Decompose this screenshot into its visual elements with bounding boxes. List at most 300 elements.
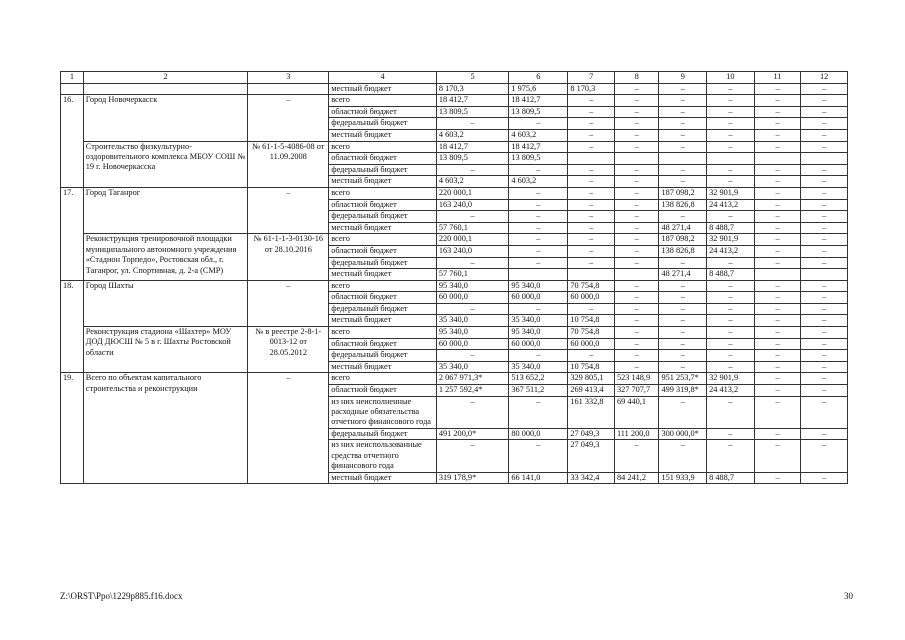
value-cell: – (436, 211, 508, 223)
value-cell (568, 269, 615, 281)
value-cell: – (754, 211, 801, 223)
value-cell: – (659, 164, 707, 176)
value-cell: – (614, 176, 659, 188)
value-cell: – (659, 361, 707, 373)
value-cell: – (754, 234, 801, 246)
value-cell: – (754, 292, 801, 304)
value-cell: – (614, 327, 659, 339)
header-cell: 7 (568, 72, 615, 84)
value-cell: 60 000,0 (436, 338, 508, 350)
value-cell: – (659, 396, 707, 428)
header-cell: 2 (83, 72, 248, 84)
value-cell: – (801, 303, 848, 315)
value-cell: 220 000,1 (436, 234, 508, 246)
value-cell: – (707, 95, 755, 107)
value-cell: – (754, 327, 801, 339)
value-cell: 163 240,0 (436, 245, 508, 257)
value-cell: – (436, 164, 508, 176)
value-cell: – (754, 350, 801, 362)
value-cell: – (614, 95, 659, 107)
city-name-cell: Город Таганрог (83, 187, 248, 233)
value-cell: – (801, 373, 848, 385)
value-cell: 95 340,0 (509, 280, 568, 292)
value-cell (614, 153, 659, 165)
value-cell: – (614, 187, 659, 199)
value-cell: 60 000,0 (436, 292, 508, 304)
value-cell: – (801, 428, 848, 440)
value-cell: 4 603,2 (436, 129, 508, 141)
value-cell: – (509, 350, 568, 362)
value-cell: – (568, 141, 615, 153)
value-cell: – (614, 141, 659, 153)
value-cell: 84 241,2 (614, 472, 659, 484)
value-cell: – (614, 440, 659, 472)
table-row (61, 83, 848, 95)
value-cell: – (707, 129, 755, 141)
value-cell: – (509, 164, 568, 176)
value-cell: – (509, 245, 568, 257)
header-cell: 11 (754, 72, 801, 84)
value-cell: – (801, 106, 848, 118)
value-cell: – (659, 292, 707, 304)
value-cell: 95 340,0 (509, 327, 568, 339)
budget-type-cell: местный бюджет (329, 222, 437, 234)
header-cell: 9 (659, 72, 707, 84)
value-cell: 300 000,0* (659, 428, 707, 440)
project-code-cell: № в реестре 2-8-1-0013-12 от 28.05.2012 (248, 327, 329, 373)
value-cell: – (614, 222, 659, 234)
value-cell: – (509, 222, 568, 234)
value-cell: 1 975,6 (509, 83, 568, 95)
value-cell: – (707, 338, 755, 350)
project-name-cell: Строительство физкультурно-оздоровительного комплекса МБОУ СОШ № 19 г. Новочеркасска (83, 141, 248, 187)
value-cell: – (754, 472, 801, 484)
value-cell: – (754, 118, 801, 130)
value-cell: 13 809,5 (509, 106, 568, 118)
footer-file-path: Z:\ORST\Ppo\1229p885.f16.docx (60, 591, 183, 601)
value-cell (509, 269, 568, 281)
value-cell: 2 067 971,3* (436, 373, 508, 385)
value-cell: 8 488,7 (707, 472, 755, 484)
value-cell: – (707, 83, 755, 95)
project-name-cell: Реконструкция стадиона «Шахтер» МОУ ДОД ДЮСШ № 5 в г. Шахты Ростовской области (83, 327, 248, 373)
value-cell: – (801, 187, 848, 199)
value-cell: – (707, 396, 755, 428)
row-number-cell: 19. (61, 373, 84, 484)
budget-type-cell: областной бюджет (329, 245, 437, 257)
value-cell: 327 707,7 (614, 385, 659, 397)
row-number-cell: 18. (61, 280, 84, 373)
value-cell: – (754, 176, 801, 188)
value-cell: – (801, 164, 848, 176)
value-cell: – (568, 164, 615, 176)
budget-type-cell: всего (329, 187, 437, 199)
value-cell: – (754, 440, 801, 472)
value-cell: 523 148,9 (614, 373, 659, 385)
value-cell: 367 511,2 (509, 385, 568, 397)
value-cell: 151 933,9 (659, 472, 707, 484)
value-cell: 24 413,2 (707, 245, 755, 257)
value-cell: 163 240,0 (436, 199, 508, 211)
value-cell: – (707, 280, 755, 292)
value-cell: – (436, 118, 508, 130)
value-cell: 57 760,1 (436, 222, 508, 234)
budget-type-cell: местный бюджет (329, 269, 437, 281)
header-cell: 8 (614, 72, 659, 84)
value-cell: 951 253,7* (659, 373, 707, 385)
value-cell: – (707, 303, 755, 315)
budget-type-cell: всего (329, 280, 437, 292)
value-cell: – (659, 315, 707, 327)
value-cell: – (801, 129, 848, 141)
value-cell (614, 269, 659, 281)
value-cell: – (801, 396, 848, 428)
value-cell: – (754, 385, 801, 397)
value-cell: – (707, 361, 755, 373)
value-cell: 10 754,8 (568, 361, 615, 373)
value-cell (707, 153, 755, 165)
budget-type-cell: всего (329, 141, 437, 153)
value-cell: – (436, 257, 508, 269)
city-name-cell: Город Новочеркасск (83, 95, 248, 141)
value-cell: – (436, 350, 508, 362)
value-cell: – (707, 327, 755, 339)
value-cell: 8 170,3 (568, 83, 615, 95)
value-cell: – (801, 292, 848, 304)
header-cell: 1 (61, 72, 84, 84)
value-cell: – (614, 292, 659, 304)
value-cell: – (568, 176, 615, 188)
budget-type-cell: областной бюджет (329, 199, 437, 211)
value-cell: 35 340,0 (436, 361, 508, 373)
value-cell: 138 826,8 (659, 245, 707, 257)
value-cell: 187 098,2 (659, 187, 707, 199)
budget-type-cell: федеральный бюджет (329, 350, 437, 362)
value-cell: – (754, 141, 801, 153)
value-cell: – (568, 211, 615, 223)
code-cell: – (248, 187, 329, 233)
value-cell: – (707, 211, 755, 223)
value-cell: – (754, 129, 801, 141)
value-cell: – (801, 222, 848, 234)
value-cell: 4 603,2 (509, 176, 568, 188)
budget-table-body (61, 72, 848, 484)
value-cell: – (568, 303, 615, 315)
value-cell: – (568, 118, 615, 130)
value-cell: – (659, 141, 707, 153)
value-cell: – (568, 222, 615, 234)
value-cell: – (801, 211, 848, 223)
table-row (61, 95, 848, 107)
budget-type-cell: местный бюджет (329, 176, 437, 188)
value-cell (568, 153, 615, 165)
value-cell: 8 170,3 (436, 83, 508, 95)
value-cell: – (801, 257, 848, 269)
value-cell: – (568, 129, 615, 141)
value-cell: – (509, 396, 568, 428)
value-cell: – (614, 199, 659, 211)
budget-type-cell: областной бюджет (329, 338, 437, 350)
header-cell: 10 (707, 72, 755, 84)
value-cell: 13 809,5 (509, 153, 568, 165)
value-cell: – (801, 327, 848, 339)
header-cell: 4 (329, 72, 437, 84)
value-cell: – (801, 245, 848, 257)
value-cell: – (614, 118, 659, 130)
table-row (61, 234, 848, 246)
budget-type-cell: всего (329, 95, 437, 107)
value-cell: – (754, 164, 801, 176)
value-cell: – (754, 83, 801, 95)
value-cell: 499 319,8* (659, 385, 707, 397)
value-cell: 95 340,0 (436, 327, 508, 339)
value-cell: 69 440,1 (614, 396, 659, 428)
city-name-cell: Город Шахты (83, 280, 248, 326)
project-code-cell: № 61-1-5-4086-08 от 11.09.2008 (248, 141, 329, 187)
value-cell: – (659, 303, 707, 315)
value-cell: – (614, 280, 659, 292)
value-cell: 70 754,8 (568, 327, 615, 339)
value-cell: – (568, 257, 615, 269)
value-cell: – (801, 385, 848, 397)
budget-table (60, 71, 848, 484)
code-cell: – (248, 280, 329, 326)
value-cell: 329 805,1 (568, 373, 615, 385)
value-cell: – (659, 95, 707, 107)
value-cell: 319 178,9* (436, 472, 508, 484)
value-cell: 8 488,7 (707, 269, 755, 281)
value-cell: – (509, 187, 568, 199)
value-cell: – (659, 129, 707, 141)
value-cell: – (707, 141, 755, 153)
value-cell: – (509, 118, 568, 130)
value-cell: 18 412,7 (509, 141, 568, 153)
empty-cell (83, 83, 248, 95)
value-cell: – (754, 95, 801, 107)
project-name-cell: Реконструкция тренировочной площадки муниципального автономного учреждения «Стадион Торпедо», Ростовская обл., г. Таганрог, ул. Спортивная, д. 2-а (СМР) (83, 234, 248, 280)
value-cell: 138 826,8 (659, 199, 707, 211)
value-cell: – (614, 164, 659, 176)
value-cell: – (801, 95, 848, 107)
value-cell: 48 271,4 (659, 222, 707, 234)
value-cell: – (568, 234, 615, 246)
total-name-cell: Всего по объектам капитального строительства и реконструкции (83, 373, 248, 484)
value-cell: – (754, 428, 801, 440)
value-cell: 111 200,0 (614, 428, 659, 440)
value-cell: 57 760,1 (436, 269, 508, 281)
value-cell: 35 340,0 (509, 315, 568, 327)
budget-type-cell: областной бюджет (329, 385, 437, 397)
value-cell: 27 049,3 (568, 428, 615, 440)
value-cell: 66 141,0 (509, 472, 568, 484)
row-number-cell: 17. (61, 187, 84, 280)
value-cell: 513 652,2 (509, 373, 568, 385)
value-cell: – (801, 118, 848, 130)
value-cell: 32 901,9 (707, 373, 755, 385)
value-cell: – (801, 361, 848, 373)
value-cell: 60 000,0 (568, 338, 615, 350)
value-cell: – (659, 211, 707, 223)
value-cell: – (754, 106, 801, 118)
header-row (61, 72, 848, 84)
value-cell (754, 153, 801, 165)
value-cell: 32 901,9 (707, 234, 755, 246)
value-cell: – (568, 95, 615, 107)
value-cell: – (509, 211, 568, 223)
value-cell: – (659, 350, 707, 362)
value-cell: – (801, 440, 848, 472)
code-cell: – (248, 373, 329, 484)
value-cell: – (707, 292, 755, 304)
value-cell: – (509, 303, 568, 315)
value-cell: – (801, 338, 848, 350)
value-cell: 18 412,7 (509, 95, 568, 107)
value-cell: – (568, 350, 615, 362)
value-cell: 1 257 592,4* (436, 385, 508, 397)
value-cell: – (614, 350, 659, 362)
value-cell: – (707, 164, 755, 176)
footer-page-number: 30 (844, 591, 853, 601)
value-cell: – (614, 211, 659, 223)
value-cell (801, 269, 848, 281)
value-cell: – (754, 303, 801, 315)
value-cell: – (754, 245, 801, 257)
value-cell: 27 049,3 (568, 440, 615, 472)
value-cell: – (801, 280, 848, 292)
value-cell (801, 153, 848, 165)
value-cell: – (509, 234, 568, 246)
value-cell: – (754, 222, 801, 234)
value-cell: – (754, 338, 801, 350)
value-cell: 18 412,7 (436, 141, 508, 153)
value-cell: 32 901,9 (707, 187, 755, 199)
value-cell: – (614, 83, 659, 95)
value-cell: – (614, 106, 659, 118)
value-cell: – (614, 234, 659, 246)
value-cell: 13 809,5 (436, 153, 508, 165)
value-cell: – (754, 396, 801, 428)
value-cell: – (659, 118, 707, 130)
budget-type-cell: местный бюджет (329, 129, 437, 141)
value-cell: 35 340,0 (436, 315, 508, 327)
value-cell: 18 412,7 (436, 95, 508, 107)
budget-type-cell: всего (329, 234, 437, 246)
budget-type-cell: федеральный бюджет (329, 428, 437, 440)
value-cell: 269 413,4 (568, 385, 615, 397)
budget-type-cell: всего (329, 327, 437, 339)
value-cell: – (614, 315, 659, 327)
value-cell: 491 200,0* (436, 428, 508, 440)
table-row (61, 187, 848, 199)
value-cell: – (614, 361, 659, 373)
header-cell: 3 (248, 72, 329, 84)
value-cell: 187 098,2 (659, 234, 707, 246)
value-cell: – (659, 338, 707, 350)
budget-type-cell: областной бюджет (329, 292, 437, 304)
value-cell: 8 488,7 (707, 222, 755, 234)
value-cell: – (568, 106, 615, 118)
budget-type-cell: из них неисполненные расходные обязательства отчетного финансового года (329, 396, 437, 428)
value-cell: – (659, 83, 707, 95)
value-cell: – (568, 187, 615, 199)
value-cell: – (754, 315, 801, 327)
value-cell: – (568, 199, 615, 211)
value-cell: – (801, 83, 848, 95)
value-cell: – (801, 176, 848, 188)
value-cell: 60 000,0 (568, 292, 615, 304)
value-cell: 4 603,2 (436, 176, 508, 188)
value-cell: 4 603,2 (509, 129, 568, 141)
budget-type-cell: федеральный бюджет (329, 164, 437, 176)
value-cell: – (801, 315, 848, 327)
code-cell: – (248, 95, 329, 141)
budget-type-cell: областной бюджет (329, 153, 437, 165)
value-cell: 13 809,5 (436, 106, 508, 118)
value-cell: 60 000,0 (509, 338, 568, 350)
value-cell: 70 754,8 (568, 280, 615, 292)
header-cell: 12 (801, 72, 848, 84)
table-row (61, 280, 848, 292)
value-cell: – (707, 428, 755, 440)
table-row (61, 373, 848, 385)
budget-type-cell: федеральный бюджет (329, 303, 437, 315)
value-cell: – (509, 199, 568, 211)
budget-type-cell: федеральный бюджет (329, 211, 437, 223)
value-cell: – (659, 257, 707, 269)
value-cell: 80 000,0 (509, 428, 568, 440)
project-code-cell: № 61-1-1-3-0130-16 от 28.10.2016 (248, 234, 329, 280)
empty-cell (248, 83, 329, 95)
budget-type-cell: федеральный бюджет (329, 257, 437, 269)
value-cell: – (614, 338, 659, 350)
value-cell: – (614, 257, 659, 269)
value-cell: – (436, 396, 508, 428)
value-cell: – (801, 234, 848, 246)
value-cell: – (707, 118, 755, 130)
value-cell: – (659, 440, 707, 472)
value-cell: 48 271,4 (659, 269, 707, 281)
value-cell: – (659, 106, 707, 118)
value-cell (659, 153, 707, 165)
value-cell: 95 340,0 (436, 280, 508, 292)
value-cell: – (754, 187, 801, 199)
value-cell: – (436, 440, 508, 472)
value-cell: 35 340,0 (509, 361, 568, 373)
value-cell: 60 000,0 (509, 292, 568, 304)
budget-type-cell: из них неиспользованные средства отчетного финансового года (329, 440, 437, 472)
value-cell: 10 754,8 (568, 315, 615, 327)
row-number-cell: 16. (61, 95, 84, 188)
value-cell: – (659, 176, 707, 188)
value-cell: – (614, 245, 659, 257)
budget-type-cell: федеральный бюджет (329, 118, 437, 130)
budget-type-cell: местный бюджет (329, 315, 437, 327)
value-cell: – (707, 350, 755, 362)
value-cell: – (801, 472, 848, 484)
value-cell: – (707, 257, 755, 269)
value-cell: – (707, 315, 755, 327)
value-cell: – (509, 440, 568, 472)
value-cell: – (659, 327, 707, 339)
value-cell: 220 000,1 (436, 187, 508, 199)
header-cell: 5 (436, 72, 508, 84)
value-cell: – (707, 440, 755, 472)
value-cell: – (754, 280, 801, 292)
value-cell (754, 269, 801, 281)
value-cell: – (707, 176, 755, 188)
value-cell: – (754, 257, 801, 269)
value-cell: – (436, 303, 508, 315)
